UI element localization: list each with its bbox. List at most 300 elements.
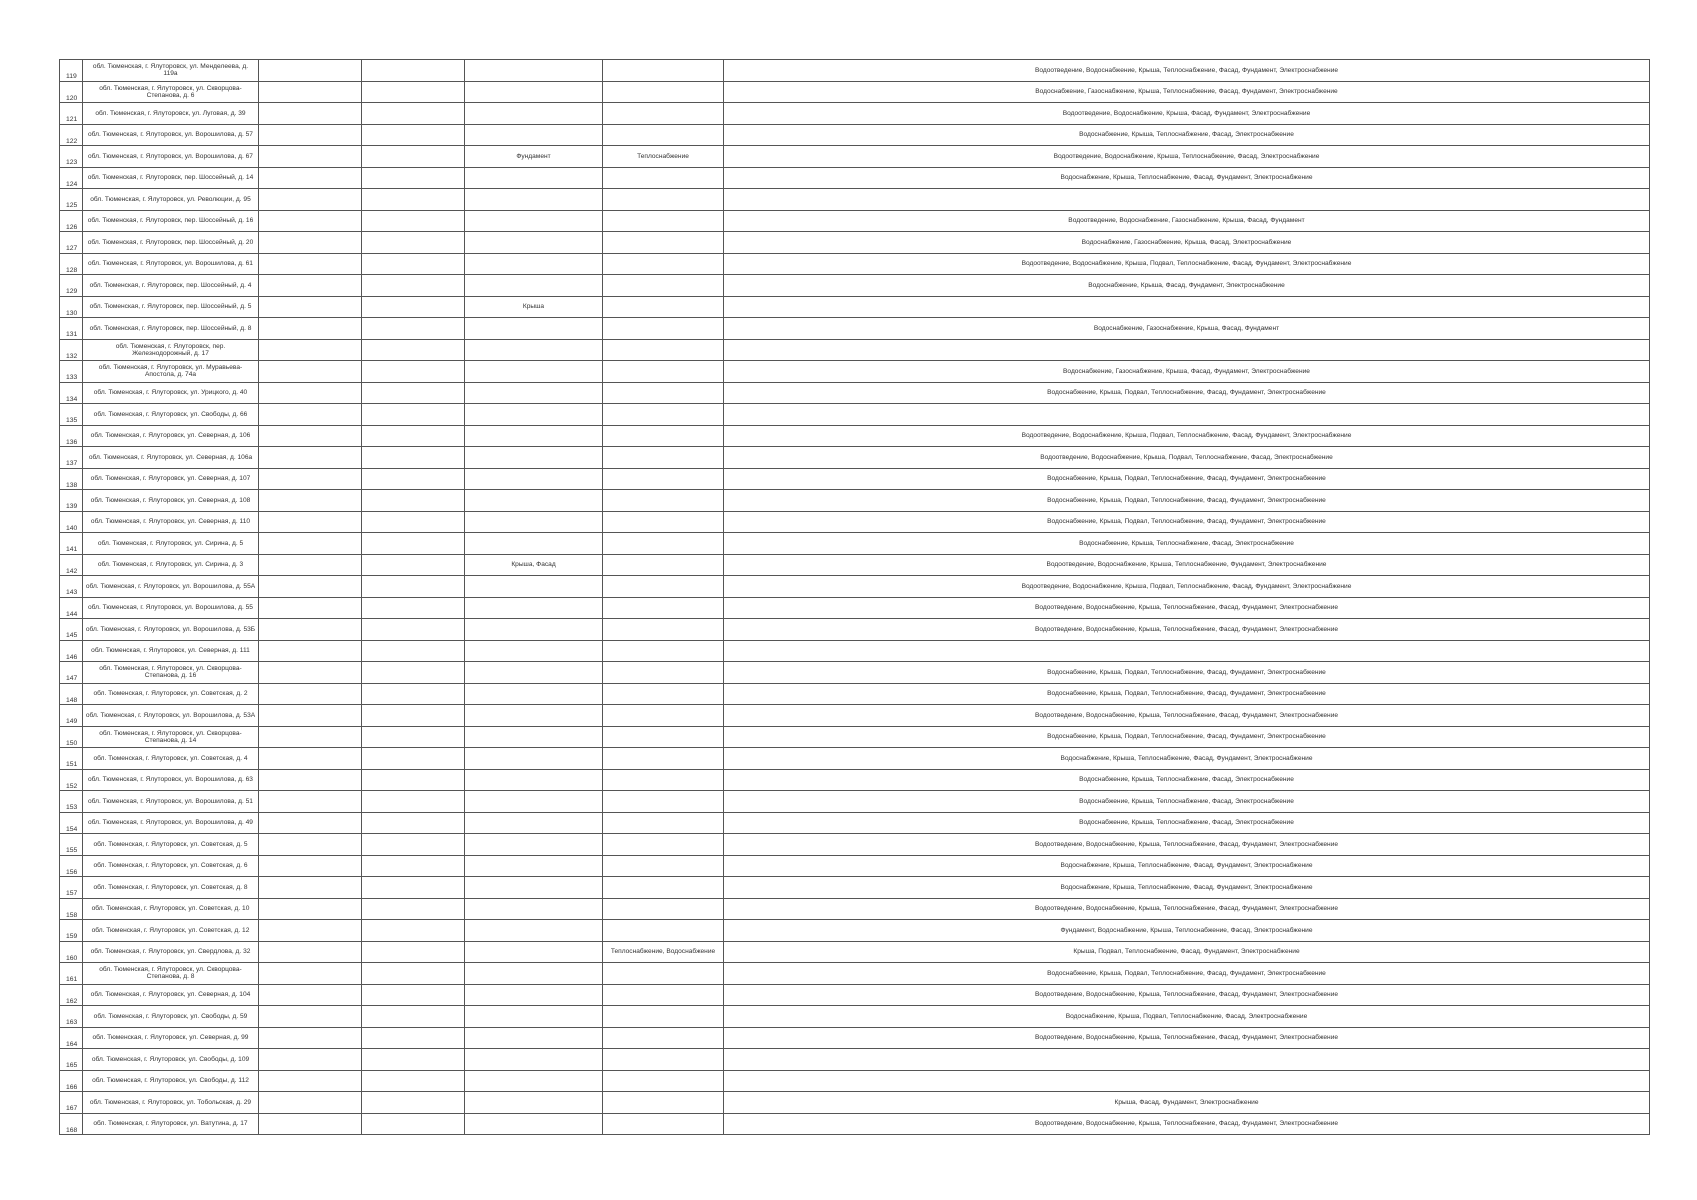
address-cell: обл. Тюменская, г. Ялуторовск, ул. Ворошилова, д. 67 (83, 146, 259, 168)
column-3-cell (259, 490, 362, 512)
column-5-cell (465, 490, 603, 512)
row-number: 127 (60, 232, 83, 254)
table-body (60, 60, 1650, 1135)
works-list-cell: Водоотведение, Водоснабжение, Крыша, Фасад, Фундамент, Электроснабжение (724, 103, 1650, 125)
column-6-cell (603, 60, 724, 82)
column-3-cell (259, 984, 362, 1006)
table-row (60, 640, 1650, 662)
column-4-cell (362, 425, 465, 447)
table-row (60, 533, 1650, 555)
column-4-cell (362, 253, 465, 275)
column-5-cell: Крыша, Фасад (465, 554, 603, 576)
column-5-cell (465, 619, 603, 641)
column-5-cell (465, 683, 603, 705)
table-row (60, 920, 1650, 942)
column-5-cell (465, 1049, 603, 1071)
column-6-cell (603, 1113, 724, 1135)
row-number: 164 (60, 1027, 83, 1049)
row-number: 139 (60, 490, 83, 512)
column-5-cell (465, 941, 603, 963)
row-number: 157 (60, 877, 83, 899)
row-number: 122 (60, 124, 83, 146)
column-3-cell (259, 963, 362, 985)
column-3-cell (259, 210, 362, 232)
works-list-cell: Водоснабжение, Крыша, Фасад, Фундамент, Электроснабжение (724, 275, 1650, 297)
works-list-cell (724, 296, 1650, 318)
column-3-cell (259, 468, 362, 490)
row-number: 161 (60, 963, 83, 985)
column-3-cell (259, 640, 362, 662)
column-3-cell (259, 920, 362, 942)
works-list-cell: Водоснабжение, Крыша, Теплоснабжение, Фасад, Электроснабжение (724, 812, 1650, 834)
row-number: 154 (60, 812, 83, 834)
column-6-cell (603, 511, 724, 533)
table-row (60, 576, 1650, 598)
column-6-cell (603, 791, 724, 813)
column-4-cell (362, 769, 465, 791)
column-4-cell (362, 1070, 465, 1092)
column-5-cell (465, 103, 603, 125)
column-5-cell (465, 275, 603, 297)
column-3-cell (259, 554, 362, 576)
table-row (60, 812, 1650, 834)
row-number: 119 (60, 60, 83, 82)
column-6-cell (603, 318, 724, 340)
row-number: 152 (60, 769, 83, 791)
column-6-cell (603, 447, 724, 469)
address-cell: обл. Тюменская, г. Ялуторовск, ул. Скворцова-Степанова, д. 16 (83, 662, 259, 684)
table-row (60, 490, 1650, 512)
row-number: 162 (60, 984, 83, 1006)
row-number: 129 (60, 275, 83, 297)
column-3-cell (259, 619, 362, 641)
row-number: 133 (60, 361, 83, 383)
column-4-cell (362, 554, 465, 576)
column-6-cell (603, 253, 724, 275)
column-5-cell (465, 511, 603, 533)
column-6-cell (603, 404, 724, 426)
works-list-cell: Водоснабжение, Крыша, Подвал, Теплоснабжение, Фасад, Фундамент, Электроснабжение (724, 511, 1650, 533)
row-number: 131 (60, 318, 83, 340)
row-number: 125 (60, 189, 83, 211)
table-row (60, 447, 1650, 469)
address-cell: обл. Тюменская, г. Ялуторовск, ул. Северная, д. 111 (83, 640, 259, 662)
column-5-cell (465, 984, 603, 1006)
works-list-cell (724, 339, 1650, 361)
table-row (60, 855, 1650, 877)
column-5-cell (465, 425, 603, 447)
column-3-cell (259, 1049, 362, 1071)
address-cell: обл. Тюменская, г. Ялуторовск, пер. Шоссейный, д. 16 (83, 210, 259, 232)
column-3-cell (259, 898, 362, 920)
table-row (60, 662, 1650, 684)
column-4-cell (362, 296, 465, 318)
column-4-cell (362, 662, 465, 684)
table-row (60, 210, 1650, 232)
column-4-cell (362, 920, 465, 942)
column-4-cell (362, 683, 465, 705)
address-cell: обл. Тюменская, г. Ялуторовск, пер. Шоссейный, д. 14 (83, 167, 259, 189)
address-cell: обл. Тюменская, г. Ялуторовск, ул. Советская, д. 4 (83, 748, 259, 770)
table-row (60, 81, 1650, 103)
address-cell: обл. Тюменская, г. Ялуторовск, ул. Ворошилова, д. 53А (83, 705, 259, 727)
table-row (60, 60, 1650, 82)
column-3-cell (259, 726, 362, 748)
table-row (60, 1070, 1650, 1092)
works-list-cell: Водоотведение, Водоснабжение, Крыша, Теплоснабжение, Фасад, Фундамент, Электроснабжение (724, 834, 1650, 856)
column-5-cell (465, 1092, 603, 1114)
row-number: 135 (60, 404, 83, 426)
table-row (60, 554, 1650, 576)
column-6-cell (603, 124, 724, 146)
address-cell: обл. Тюменская, г. Ялуторовск, пер. Шоссейный, д. 20 (83, 232, 259, 254)
address-cell: обл. Тюменская, г. Ялуторовск, ул. Сирина, д. 3 (83, 554, 259, 576)
column-4-cell (362, 963, 465, 985)
works-list-cell (724, 1049, 1650, 1071)
row-number: 120 (60, 81, 83, 103)
column-6-cell (603, 554, 724, 576)
works-list-cell: Водоотведение, Водоснабжение, Крыша, Подвал, Теплоснабжение, Фасад, Фундамент, Электроснабжение (724, 425, 1650, 447)
column-4-cell (362, 382, 465, 404)
column-6-cell (603, 920, 724, 942)
address-cell: обл. Тюменская, г. Ялуторовск, ул. Ватутина, д. 17 (83, 1113, 259, 1135)
table-row (60, 425, 1650, 447)
column-3-cell (259, 812, 362, 834)
works-list-cell: Водоснабжение, Крыша, Подвал, Теплоснабжение, Фасад, Фундамент, Электроснабжение (724, 490, 1650, 512)
column-6-cell (603, 1070, 724, 1092)
works-list-cell: Водоснабжение, Крыша, Теплоснабжение, Фасад, Электроснабжение (724, 533, 1650, 555)
column-4-cell (362, 167, 465, 189)
column-6-cell (603, 619, 724, 641)
address-cell: обл. Тюменская, г. Ялуторовск, ул. Советская, д. 2 (83, 683, 259, 705)
row-number: 160 (60, 941, 83, 963)
works-list-cell: Водоснабжение, Крыша, Теплоснабжение, Фасад, Электроснабжение (724, 124, 1650, 146)
column-3-cell (259, 748, 362, 770)
column-6-cell (603, 339, 724, 361)
column-4-cell (362, 898, 465, 920)
column-4-cell (362, 834, 465, 856)
address-cell: обл. Тюменская, г. Ялуторовск, пер. Железнодорожный, д. 17 (83, 339, 259, 361)
address-cell: обл. Тюменская, г. Ялуторовск, ул. Муравьева-Апостола, д. 74а (83, 361, 259, 383)
works-list-cell: Фундамент, Водоснабжение, Крыша, Теплоснабжение, Фасад, Электроснабжение (724, 920, 1650, 942)
address-cell: обл. Тюменская, г. Ялуторовск, ул. Ворошилова, д. 55 (83, 597, 259, 619)
column-4-cell (362, 576, 465, 598)
column-3-cell (259, 361, 362, 383)
column-4-cell (362, 318, 465, 340)
column-4-cell (362, 855, 465, 877)
works-list-cell: Водоотведение, Водоснабжение, Крыша, Подвал, Теплоснабжение, Фасад, Фундамент, Электроснабжение (724, 576, 1650, 598)
address-cell: обл. Тюменская, г. Ялуторовск, ул. Луговая, д. 39 (83, 103, 259, 125)
column-6-cell (603, 425, 724, 447)
table-row (60, 963, 1650, 985)
column-3-cell (259, 791, 362, 813)
column-6-cell (603, 232, 724, 254)
works-list-cell: Водоснабжение, Крыша, Теплоснабжение, Фасад, Электроснабжение (724, 769, 1650, 791)
table-row (60, 404, 1650, 426)
works-list-cell: Водоотведение, Водоснабжение, Крыша, Теплоснабжение, Фасад, Электроснабжение (724, 146, 1650, 168)
works-list-cell: Водоснабжение, Крыша, Теплоснабжение, Фасад, Фундамент, Электроснабжение (724, 167, 1650, 189)
column-4-cell (362, 597, 465, 619)
row-number: 142 (60, 554, 83, 576)
column-6-cell (603, 984, 724, 1006)
works-list-cell: Водоотведение, Водоснабжение, Крыша, Теплоснабжение, Фасад, Фундамент, Электроснабжение (724, 898, 1650, 920)
column-3-cell (259, 705, 362, 727)
column-3-cell (259, 662, 362, 684)
column-4-cell (362, 984, 465, 1006)
works-list-cell: Водоснабжение, Крыша, Подвал, Теплоснабжение, Фасад, Фундамент, Электроснабжение (724, 468, 1650, 490)
column-5-cell (465, 705, 603, 727)
address-cell: обл. Тюменская, г. Ялуторовск, ул. Ворошилова, д. 51 (83, 791, 259, 813)
column-5-cell (465, 769, 603, 791)
column-3-cell (259, 146, 362, 168)
works-list-cell: Крыша, Подвал, Теплоснабжение, Фасад, Фундамент, Электроснабжение (724, 941, 1650, 963)
works-list-cell: Водоснабжение, Крыша, Теплоснабжение, Фасад, Фундамент, Электроснабжение (724, 877, 1650, 899)
row-number: 138 (60, 468, 83, 490)
row-number: 128 (60, 253, 83, 275)
column-5-cell (465, 189, 603, 211)
column-5-cell (465, 339, 603, 361)
column-6-cell (603, 361, 724, 383)
column-3-cell (259, 769, 362, 791)
row-number: 124 (60, 167, 83, 189)
column-5-cell (465, 597, 603, 619)
works-list-cell: Водоотведение, Водоснабжение, Крыша, Подвал, Теплоснабжение, Фасад, Фундамент, Электроснабжение (724, 253, 1650, 275)
column-6-cell (603, 189, 724, 211)
row-number: 137 (60, 447, 83, 469)
column-4-cell (362, 1006, 465, 1028)
column-4-cell (362, 124, 465, 146)
column-4-cell (362, 748, 465, 770)
column-6-cell (603, 963, 724, 985)
column-5-cell (465, 361, 603, 383)
column-5-cell (465, 640, 603, 662)
column-3-cell (259, 447, 362, 469)
table-row (60, 705, 1650, 727)
address-cell: обл. Тюменская, г. Ялуторовск, ул. Свердлова, д. 32 (83, 941, 259, 963)
table-row (60, 984, 1650, 1006)
row-number: 123 (60, 146, 83, 168)
column-3-cell (259, 232, 362, 254)
column-3-cell (259, 103, 362, 125)
row-number: 130 (60, 296, 83, 318)
column-5-cell (465, 1006, 603, 1028)
column-3-cell (259, 253, 362, 275)
table-row (60, 898, 1650, 920)
column-4-cell (362, 1027, 465, 1049)
address-cell: обл. Тюменская, г. Ялуторовск, ул. Ворошилова, д. 61 (83, 253, 259, 275)
row-number: 151 (60, 748, 83, 770)
address-cell: обл. Тюменская, г. Ялуторовск, ул. Северная, д. 108 (83, 490, 259, 512)
column-4-cell (362, 60, 465, 82)
column-6-cell (603, 769, 724, 791)
address-cell: обл. Тюменская, г. Ялуторовск, ул. Северная, д. 104 (83, 984, 259, 1006)
repair-schedule-table (59, 59, 1650, 1135)
column-3-cell (259, 124, 362, 146)
address-cell: обл. Тюменская, г. Ялуторовск, ул. Советская, д. 6 (83, 855, 259, 877)
column-6-cell (603, 576, 724, 598)
address-cell: обл. Тюменская, г. Ялуторовск, ул. Свободы, д. 66 (83, 404, 259, 426)
column-4-cell (362, 210, 465, 232)
table-row (60, 1006, 1650, 1028)
table-row (60, 1049, 1650, 1071)
works-list-cell: Водоснабжение, Крыша, Подвал, Теплоснабжение, Фасад, Фундамент, Электроснабжение (724, 963, 1650, 985)
address-cell: обл. Тюменская, г. Ялуторовск, ул. Сирина, д. 5 (83, 533, 259, 555)
works-list-cell: Водоснабжение, Крыша, Подвал, Теплоснабжение, Фасад, Фундамент, Электроснабжение (724, 726, 1650, 748)
address-cell: обл. Тюменская, г. Ялуторовск, ул. Северная, д. 106 (83, 425, 259, 447)
table-row (60, 146, 1650, 168)
column-6-cell (603, 533, 724, 555)
works-list-cell: Водоснабжение, Газоснабжение, Крыша, Теплоснабжение, Фасад, Фундамент, Электроснабжение (724, 81, 1650, 103)
table-row (60, 124, 1650, 146)
table-row (60, 1027, 1650, 1049)
column-5-cell (465, 124, 603, 146)
column-6-cell (603, 490, 724, 512)
column-5-cell (465, 898, 603, 920)
works-list-cell: Водоснабжение, Крыша, Подвал, Теплоснабжение, Фасад, Фундамент, Электроснабжение (724, 662, 1650, 684)
address-cell: обл. Тюменская, г. Ялуторовск, ул. Ворошилова, д. 55А (83, 576, 259, 598)
column-5-cell (465, 726, 603, 748)
works-list-cell (724, 1070, 1650, 1092)
column-3-cell (259, 189, 362, 211)
column-6-cell (603, 468, 724, 490)
column-4-cell (362, 490, 465, 512)
works-list-cell: Водоснабжение, Крыша, Теплоснабжение, Фасад, Фундамент, Электроснабжение (724, 855, 1650, 877)
column-5-cell (465, 662, 603, 684)
column-6-cell (603, 726, 724, 748)
column-5-cell (465, 81, 603, 103)
column-3-cell (259, 318, 362, 340)
table-row (60, 275, 1650, 297)
works-list-cell: Водоотведение, Водоснабжение, Крыша, Теплоснабжение, Фундамент, Электроснабжение (724, 554, 1650, 576)
column-6-cell (603, 1027, 724, 1049)
column-3-cell (259, 533, 362, 555)
table-row (60, 511, 1650, 533)
column-3-cell (259, 941, 362, 963)
table-row (60, 318, 1650, 340)
row-number: 155 (60, 834, 83, 856)
column-3-cell (259, 167, 362, 189)
column-6-cell (603, 81, 724, 103)
works-list-cell: Водоотведение, Водоснабжение, Крыша, Теплоснабжение, Фасад, Фундамент, Электроснабжение (724, 984, 1650, 1006)
column-3-cell (259, 511, 362, 533)
row-number: 168 (60, 1113, 83, 1135)
row-number: 165 (60, 1049, 83, 1071)
works-list-cell: Водоотведение, Водоснабжение, Газоснабжение, Крыша, Фасад, Фундамент (724, 210, 1650, 232)
works-list-cell: Водоотведение, Водоснабжение, Крыша, Подвал, Теплоснабжение, Фасад, Электроснабжение (724, 447, 1650, 469)
works-list-cell: Водоснабжение, Крыша, Подвал, Теплоснабжение, Фасад, Фундамент, Электроснабжение (724, 382, 1650, 404)
works-list-cell: Водоотведение, Водоснабжение, Крыша, Теплоснабжение, Фасад, Фундамент, Электроснабжение (724, 619, 1650, 641)
works-list-cell: Водоснабжение, Газоснабжение, Крыша, Фасад, Электроснабжение (724, 232, 1650, 254)
row-number: 140 (60, 511, 83, 533)
column-5-cell (465, 232, 603, 254)
column-6-cell (603, 877, 724, 899)
row-number: 158 (60, 898, 83, 920)
column-4-cell (362, 1049, 465, 1071)
row-number: 126 (60, 210, 83, 232)
row-number: 163 (60, 1006, 83, 1028)
column-6-cell (603, 1049, 724, 1071)
row-number: 141 (60, 533, 83, 555)
column-6-cell (603, 597, 724, 619)
works-list-cell (724, 640, 1650, 662)
row-number: 147 (60, 662, 83, 684)
address-cell: обл. Тюменская, г. Ялуторовск, ул. Свободы, д. 59 (83, 1006, 259, 1028)
table-row (60, 167, 1650, 189)
address-cell: обл. Тюменская, г. Ялуторовск, ул. Северная, д. 110 (83, 511, 259, 533)
column-4-cell (362, 511, 465, 533)
address-cell: обл. Тюменская, г. Ялуторовск, ул. Революции, д. 95 (83, 189, 259, 211)
column-4-cell (362, 1092, 465, 1114)
works-list-cell: Водоснабжение, Крыша, Теплоснабжение, Фасад, Электроснабжение (724, 791, 1650, 813)
column-6-cell (603, 210, 724, 232)
column-6-cell: Теплоснабжение, Водоснабжение (603, 941, 724, 963)
row-number: 167 (60, 1092, 83, 1114)
address-cell: обл. Тюменская, г. Ялуторовск, ул. Ворошилова, д. 49 (83, 812, 259, 834)
row-number: 159 (60, 920, 83, 942)
works-list-cell: Водоотведение, Водоснабжение, Крыша, Теплоснабжение, Фасад, Фундамент, Электроснабжение (724, 1027, 1650, 1049)
table-row (60, 1113, 1650, 1135)
column-5-cell (465, 468, 603, 490)
column-3-cell (259, 576, 362, 598)
column-6-cell: Теплоснабжение (603, 146, 724, 168)
column-4-cell (362, 619, 465, 641)
column-4-cell (362, 1113, 465, 1135)
column-5-cell (465, 576, 603, 598)
column-6-cell (603, 812, 724, 834)
column-6-cell (603, 640, 724, 662)
works-list-cell: Водоснабжение, Газоснабжение, Крыша, Фасад, Фундамент, Электроснабжение (724, 361, 1650, 383)
works-list-cell: Водоотведение, Водоснабжение, Крыша, Теплоснабжение, Фасад, Фундамент, Электроснабжение (724, 705, 1650, 727)
column-5-cell (465, 253, 603, 275)
table-row (60, 1092, 1650, 1114)
address-cell: обл. Тюменская, г. Ялуторовск, пер. Шоссейный, д. 8 (83, 318, 259, 340)
works-list-cell: Водоснабжение, Крыша, Подвал, Теплоснабжение, Фасад, Электроснабжение (724, 1006, 1650, 1028)
table-row (60, 296, 1650, 318)
row-number: 143 (60, 576, 83, 598)
row-number: 148 (60, 683, 83, 705)
table-row (60, 941, 1650, 963)
column-4-cell (362, 146, 465, 168)
address-cell: обл. Тюменская, г. Ялуторовск, ул. Северная, д. 106а (83, 447, 259, 469)
works-list-cell: Водоотведение, Водоснабжение, Крыша, Теплоснабжение, Фасад, Фундамент, Электроснабжение (724, 60, 1650, 82)
column-5-cell: Крыша (465, 296, 603, 318)
row-number: 134 (60, 382, 83, 404)
column-4-cell (362, 361, 465, 383)
row-number: 136 (60, 425, 83, 447)
column-5-cell (465, 60, 603, 82)
column-3-cell (259, 597, 362, 619)
column-4-cell (362, 339, 465, 361)
column-4-cell (362, 189, 465, 211)
row-number: 144 (60, 597, 83, 619)
column-5-cell (465, 748, 603, 770)
column-5-cell (465, 877, 603, 899)
address-cell: обл. Тюменская, г. Ялуторовск, ул. Ворошилова, д. 57 (83, 124, 259, 146)
table-row (60, 791, 1650, 813)
table-row (60, 339, 1650, 361)
table-row (60, 253, 1650, 275)
column-3-cell (259, 1113, 362, 1135)
column-3-cell (259, 81, 362, 103)
address-cell: обл. Тюменская, г. Ялуторовск, ул. Скворцова-Степанова, д. 8 (83, 963, 259, 985)
column-4-cell (362, 103, 465, 125)
column-4-cell (362, 812, 465, 834)
column-3-cell (259, 877, 362, 899)
column-6-cell (603, 834, 724, 856)
works-list-cell: Крыша, Фасад, Фундамент, Электроснабжение (724, 1092, 1650, 1114)
column-6-cell (603, 1092, 724, 1114)
address-cell: обл. Тюменская, г. Ялуторовск, ул. Советская, д. 10 (83, 898, 259, 920)
